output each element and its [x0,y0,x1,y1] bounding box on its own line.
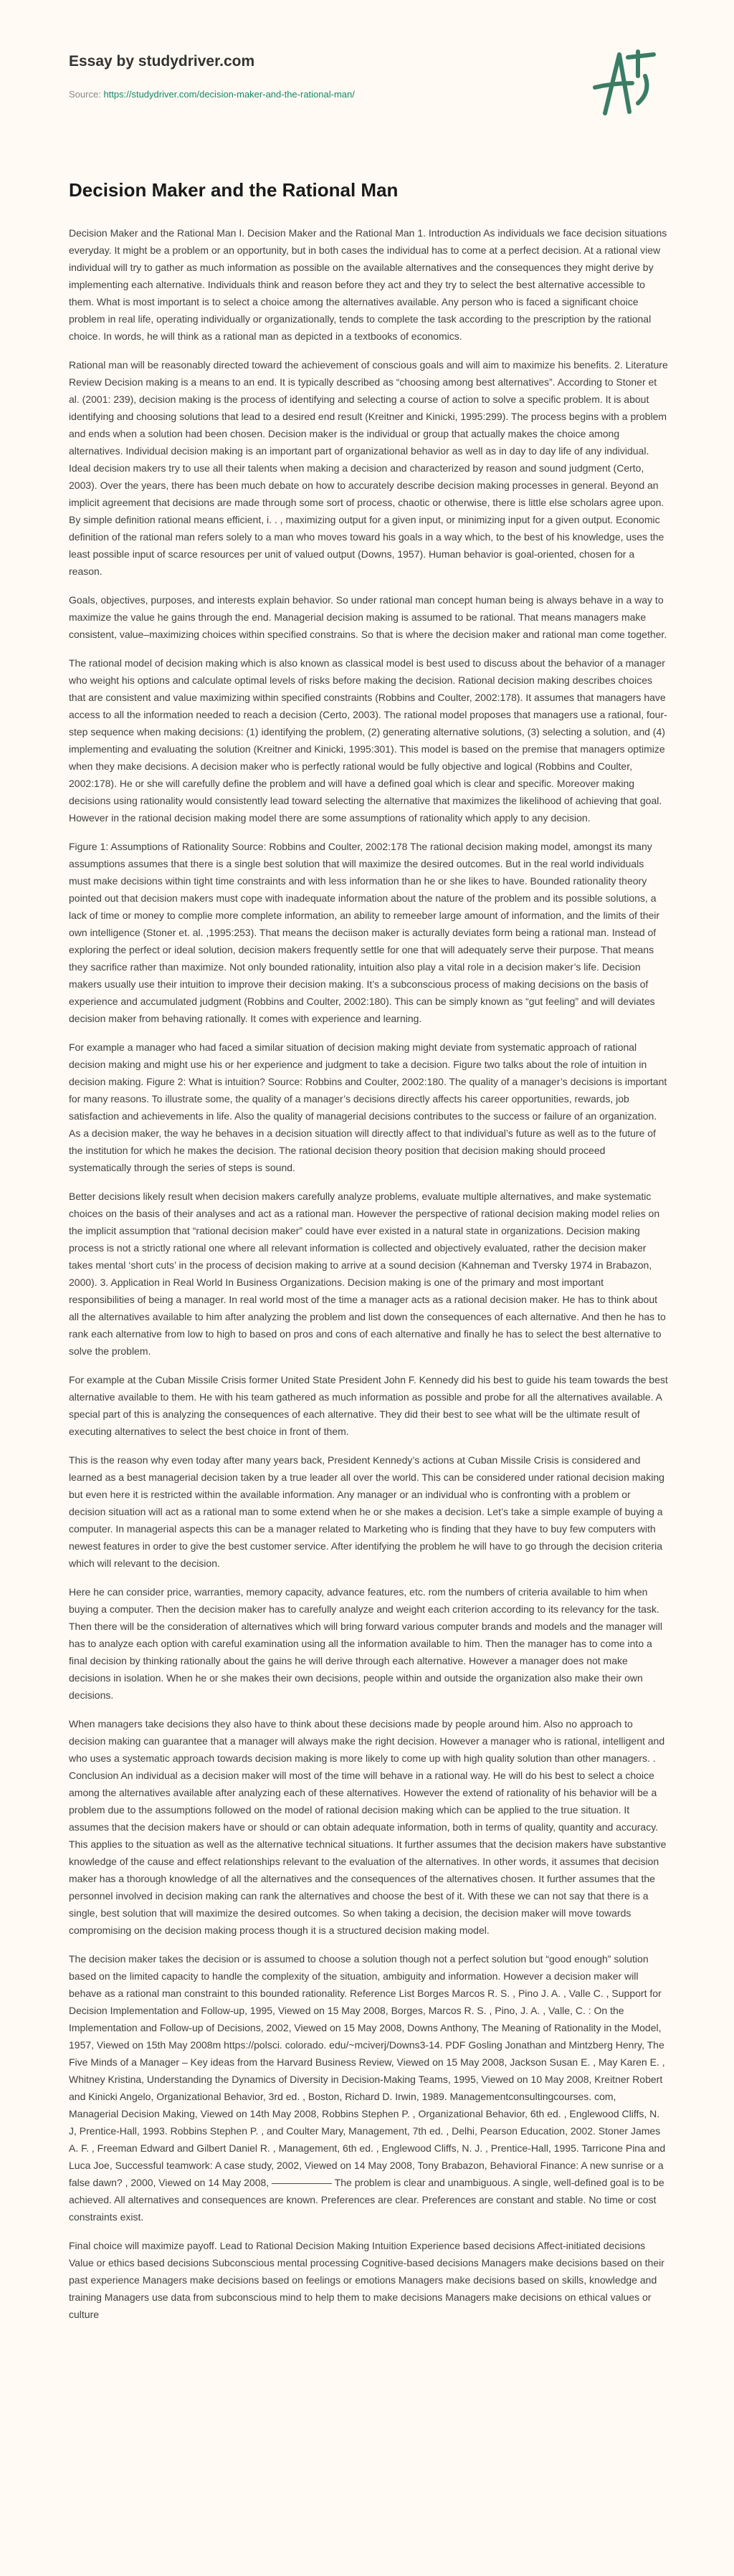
paragraph: For example at the Cuban Missile Crisis former United State President John F. Kennedy did his best to guide his team towards the best alternative available to them. He with his team gathered as much information as possible and probe for all the alternatives available. A special part of this is analyzing the consequences of each alternative. They did their best to see what will be the ultimate result of executing alternatives to select the best choice in front of them. [69,1374,668,1437]
paragraph: Decision Maker and the Rational Man I. Decision Maker and the Rational Man 1. Introduction As individuals we face decision situations everyday. It might be a problem or an opportunity, but in both cases the individual has to come at a perfect decision. At a rational view individual will try to gather as much information as possible on the available alternatives and the consequences they might derive by implementing each alternative. Individuals think and reason before they act and they try to select the best alternative accessible to them. What is most important is to select a choice among the alternatives available. Any person who is faced a significant choice problem in real life, operating individually or organizationally, tends to complete the task according to the prescription by the rational choice. In words, he will think as a rational man as depicted in a textbooks of economics. [69,227,667,342]
paragraph: Final choice will maximize payoff. Lead to Rational Decision Making Intuition Experience based decisions Affect-initiated decisions Value or ethics based decisions Subconscious mental processing Cognitive-based decisions Managers make decisions based on their past experience Managers make decisions based on feelings or emotions Managers make decisions based on skills, knowledge and training Managers use data from subconscious mind to help them to make decisions Managers make decisions on ethical values or culture [69,2240,664,2320]
brand-heading: Essay by studydriver.com [69,53,255,70]
source-label: Source: [69,89,101,100]
paragraph: Better decisions likely result when decision makers carefully analyze problems, evaluate multiple alternatives, and make systematic choices on the basis of their analyses and act as a rational man. However the perspective of rational decision making model relies on the implicit assumption that “rational decision maker” could have ever existed in a natural state in organizations. Decision making process is not a strictly rational one where all relevant information is collected and objectively evaluated, rather the decision maker takes mental ‘short cuts’ in the process of decision making to arrive at a sound decision (Kahneman and Tversky 1974 in Brabazon, 2000). 3. Application in Real World In Business Organizations. Decision making is one of the primary and most important responsibilities of being a manager. In real world most of the time a manager acts as a rational decision maker. He has to think about all the alternatives available to him after analyzing the problem and list down the consequences of each alternative. And then he has to rank each alternative from low to high to based on pros and cons of each alternative and finally he has to select the best alternative to solve the problem. [69,1191,666,1357]
paragraph: The decision maker takes the decision or is assumed to choose a solution though not a perfect solution but “good enough” solution based on the limited capacity to handle the complexity of the situation, ambiguity and information. However a decision maker will behave as a rational man constraint to this bounded rationality. Reference List Borges Marcos R. S. , Pino J. A. , Valle C. , Support for Decision Implementation and Follow-up, 1995, Viewed on 15 May 2008, Borges, Marcos R. S. , Pino, J. A. , Valle, C. : On the Implementation and Follow-up of Decisions, 2002, Viewed on 15 May 2008, Downs Anthony, The Meaning of Rationality in the Model, 1957, Viewed on 15th May 2008m https://polsci. colorado. edu/~mciverj/Downs3-14. PDF Gosling Jonathan and Mintzberg Henry, The Five Minds of a Manager – Key ideas from the Harvard Business Review, Viewed on 15 May 2008, Jackson Susan E. , May Karen E. , Whitney Kristina, Understanding the Dynamics of Diversity in Decision-Making Teams, 1995, Viewed on 10 May 2008, Kreitner Robert and Kinicki Angelo, Organizational Behavior, 3rd ed. , Boston, Richard D. Irwin, 1989. Managementconsultingcourses. com, Managerial Decision Making, Viewed on 14th May 2008, Robbins Stephen P. , Organizational Behavior, 6th ed. , Englewood Cliffs, N. J, Prentice-Hall, 1993. Robbins Stephen P. , and Coulter Mary, Management, 7th ed. , Delhi, Pearson Education, 2002. Stoner James A. F. , Freeman Edward and Gilbert Daniel R. , Management, 6th ed. , Englewood Cliffs, N. J. , Prentice-Hall, 1995. Tarricone Pina and Luca Joe, Successful teamwork: A case study, 2002, Viewed on 14 May 2008, Tony Brabazon, Behavioral Finance: A new sunrise or a false dawn? , 2000, Viewed on 14 May 2008, —————— The problem is clear and unambiguous. A single, well-defined goal is to be achieved. All alternatives and consequences are known. Preferences are clear. Preferences are constant and stable. No time or cost constraints exist. [69,1953,666,2223]
source-line [69,89,355,100]
source-link[interactable]: https://studydriver.com/decision-maker-and-the-rational-man/ [103,89,355,100]
page-title: Decision Maker and the Rational Man [69,179,399,201]
article-body [69,224,668,2334]
paragraph: The rational model of decision making which is also known as classical model is best used to discuss about the behavior of a manager who weight his options and calculate optimal levels of risks before making the decision. Rational decision making describes choices that are consistent and value maximizing within specified constraints (Robbins and Coulter, 2002:178). It assumes that managers have access to all the information needed to reach a decision (Certo, 2003). The rational model proposes that managers use a rational, four-step sequence when making decisions: (1) identifying the problem, (2) generating alternative solutions, (3) selecting a solution, and (4) implementing and evaluating the solution (Kreitner and Kinicki, 1995:301). This model is based on the premise that managers optimize when they make decisions. A decision maker who is perfectly rational would be fully objective and logical (Robbins and Coulter, 2002:178). He or she will carefully define the problem and will have a defined goal which is clear and specific. Moreover making decisions using rationality would consistently lead toward selecting the alternative that maximizes the likelihood of achieving that goal. However in the rational decision making model there are some assumptions of rationality which apply to any decision. [69,657,667,824]
paragraph: Rational man will be reasonably directed toward the achievement of conscious goals and will aim to maximize his benefits. 2. Literature Review Decision making is a means to an end. It is typically described as “choosing among best alternatives”. According to Stoner et al. (2001: 239), decision making is the process of identifying and selecting a course of action to solve a specific problem. It is about identifying and choosing solutions that lead to a desired end result (Kreitner and Kinicki, 1995:299). The process begins with a problem and ends when a solution had been chosen. Decision maker is the individual or group that actually makes the choice among alternatives. Individual decision making is an important part of organizational behavior as well as in day to day life of any individual. Ideal decision makers try to use all their talents when making a decision and characterized by reason and sound judgment (Certo, 2003). Over the years, there has been much debate on how to accurately describe decision making processes in general. Beyond an implicit agreement that decisions are made through some sort of process, chaotic or otherwise, there is little else scholars agree upon. By simple definition rational means efficient, i. . , maximizing output for a given input, or minimizing input for a given output. Economic definition of the rational man refers solely to a man who moves toward his goals in a way which, to the best of his knowledge, uses the least possible input of scarce resources per unit of valued output (Downs, 1957). Human behavior is goal-oriented, chosen for a reason. [69,359,668,577]
paragraph: When managers take decisions they also have to think about these decisions made by people around him. Also no approach to decision making can guarantee that a manager will always make the right decision. However a manager who is rational, intelligent and who uses a systematic approach towards decision making is more likely to come up with high quality solution than other managers. . Conclusion An individual as a decision maker will most of the time will behave in a rational way. He will do his best to select a choice among the alternatives available after analyzing each of these alternatives. However the extend of rationality of his behavior will be a problem due to the assumptions followed on the model of rational decision making which can be applied to the true situation. It assumes that the decision makers have or should or can obtain adequate information, both in terms of quality, quantity and accuracy. This applies to the situation as well as the alternative technical situations. It further assumes that the decision makers have substantive knowledge of the cause and effect relationships relevant to the evaluation of the alternatives. In other words, it assumes that decision maker has a thorough knowledge of all the alternatives and the consequences of the alternatives chosen. It further assumes that the personnel involved in decision making can rank the alternatives and choose the best of it. With these we can not say that there is a single, best solution that will maximize the desired outcomes. So when taking a decision, the decision maker will move towards compromising on the decision making process though it is a structured decision making model. [69,1718,667,1936]
paragraph: For example a manager who had faced a similar situation of decision making might deviate from systematic approach of rational decision making and might use his or her experience and judgment to take a decision. Figure two talks about the role of intuition in decision making. Figure 2: What is intuition? Source: Robbins and Coulter, 2002:180. The quality of a manager’s decisions is important for many reasons. To illustrate some, the quality of a manager’s decisions directly affects his career opportunities, rewards, job satisfaction and achievements in life. Also the quality of managerial decisions contributes to the success or failure of an organization. As a decision maker, the way he behaves in a decision situation will directly affect to that individual’s future as well as to the future of the institution for which he makes the decision. The rational decision theory position that decision making should proceed systematically through the series of steps is sound. [69,1041,667,1173]
paragraph: Goals, objectives, purposes, and interests explain behavior. So under rational man concept human being is always behave in a way to maximize the value he gains through the end. Managerial decision making is assumed to be rational. That means managers make consistent, value–maximizing choices within specified constrains. So that is where the decision maker and rational man come together. [69,594,667,640]
paragraph: Figure 1: Assumptions of Rationality Source: Robbins and Coulter, 2002:178 The rational decision making model, amongst its many assumptions assumes that there is a single best solution that will maximize the desired outcomes. But in the real world individuals must make decisions within tight time constraints and with less information than he or she likes to have. Bounded rationality theory pointed out that decision makers must cope with inadequate information about the nature of the problem and its possible solutions, a lack of time or money to complie more complete information, an ability to remeeber large amount of information, and the limits of their own intelligence (Stoner et. al. ,1995:253). That means the deciison maker is acturally deviates form being a rational man. Instead of exploring the perfect or ideal solution, decision makers frequently settle for one that will adequately serve their purpose. That means they sacrifice rather than maximize. Not only bounded rationality, intuition also play a vital role in a decision maker’s life. Decision makers usually use their intuition to improve their decision making. It’s a subconscious process of making decisions on the basis of experience and accumulated judgment (Robbins and Coulter, 2002:180). This can be simply known as “gut feeling” and will deviates decision maker from behaving rationally. It comes with experience and learning. [69,841,660,1024]
a-plus-logo-icon [588,47,667,119]
paragraph: This is the reason why even today after many years back, President Kennedy’s actions at Cuban Missile Crisis is considered and learned as a best managerial decision taken by a true leader all over the world. This can be considered under rational decision making but even here it is restricted within the available information. Any manager or an individual who is confronting with a problem or decision situation will act as a rational man to some extend when he or she makes a decision. Let’s take a simple example of buying a computer. In managerial aspects this can be a manager related to Marketing who is finding that they have to buy few computers with newest features in order to give the best customer service. After identifying the problem he will have to go through the decision criteria which will relevant to the decision. [69,1454,664,1569]
page-header [0,0,734,136]
paragraph: Here he can consider price, warranties, memory capacity, advance features, etc. rom the numbers of criteria available to him when buying a computer. Then the decision maker has to carefully analyze and weight each criterion according to its relevancy for the task. Then there will be the consideration of alternatives which will bring forward various computer brands and models and the manager will has to analyze each option with careful examination using all the information available to him. Then the manager has to come into a final decision by thinking rationally about the gains he will derive through each alternative. However a manager does not make decisions in isolation. When he or she makes their own decisions, people within and outside the organization also make their own decisions. [69,1586,662,1701]
